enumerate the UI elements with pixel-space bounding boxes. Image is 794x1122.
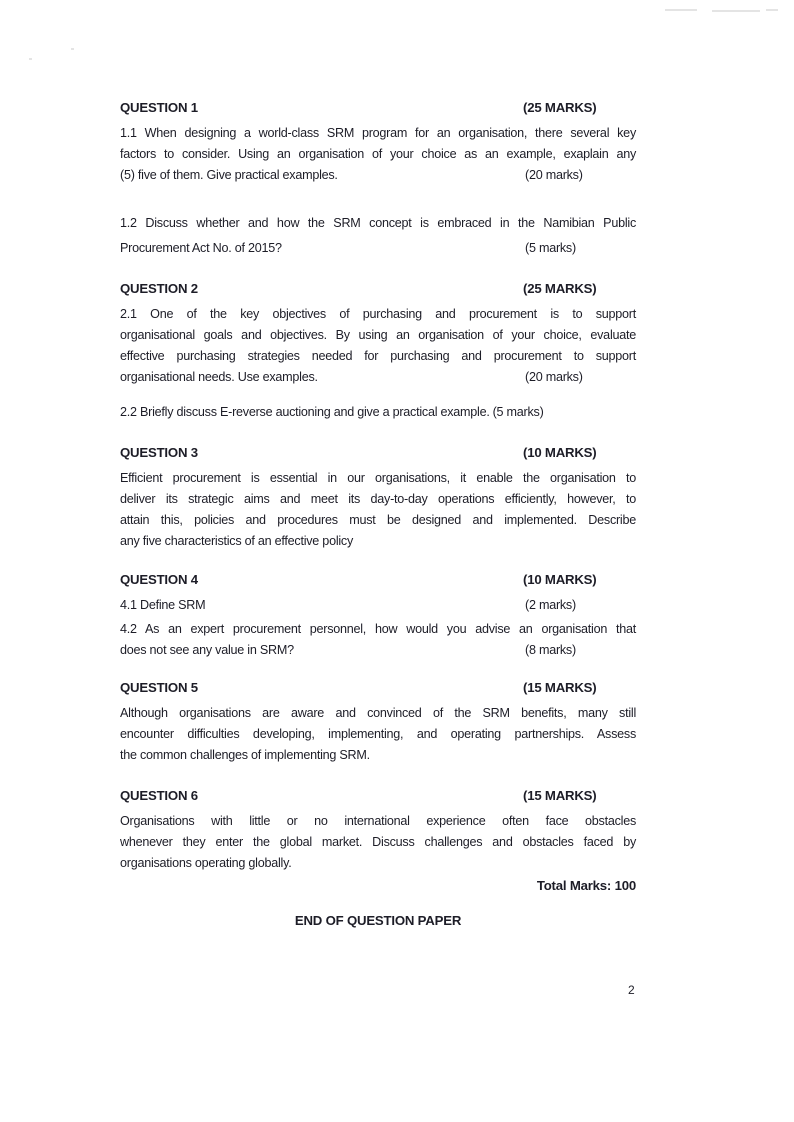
text-line bbox=[120, 703, 636, 724]
question-part bbox=[120, 123, 636, 186]
question-heading bbox=[120, 97, 636, 118]
scan-artifact bbox=[766, 9, 778, 11]
question-title: QUESTION 3 bbox=[120, 445, 198, 460]
text-line bbox=[120, 832, 636, 853]
text-line bbox=[120, 236, 636, 261]
question-heading bbox=[120, 442, 636, 463]
question-parts bbox=[120, 703, 636, 766]
text: 4.2 As an expert procurement personnel, how would you advise an organisation that bbox=[120, 622, 636, 636]
text: 1.1 When designing a world-class SRM program for an organisation, there several key bbox=[120, 126, 636, 140]
text-line bbox=[120, 123, 636, 144]
question-section bbox=[120, 785, 636, 874]
text-line bbox=[120, 211, 636, 236]
question-heading bbox=[120, 278, 636, 299]
scan-artifact bbox=[665, 9, 697, 11]
text-line bbox=[120, 619, 636, 640]
question-marks: (10 MARKS) bbox=[523, 445, 597, 460]
question-marks: (25 MARKS) bbox=[523, 281, 597, 296]
question-part bbox=[120, 595, 636, 616]
questions bbox=[120, 97, 636, 874]
text-line bbox=[120, 811, 636, 832]
marks-label: (20 marks) bbox=[525, 168, 583, 182]
text-line bbox=[120, 367, 636, 388]
question-title: QUESTION 5 bbox=[120, 680, 198, 695]
question-parts bbox=[120, 811, 636, 874]
page-number: 2 bbox=[628, 983, 635, 997]
question-title: QUESTION 6 bbox=[120, 788, 198, 803]
marks-label: (5 marks) bbox=[525, 241, 576, 255]
question-section bbox=[120, 569, 636, 661]
text-line bbox=[120, 144, 636, 165]
text: deliver its strategic aims and meet its day-to-day operations efficiently, however, to bbox=[120, 492, 636, 506]
text: 4.1 Define SRM bbox=[120, 598, 206, 612]
text-line bbox=[120, 640, 636, 661]
marks-label: (5 marks) bbox=[492, 405, 544, 419]
text-line bbox=[120, 165, 636, 186]
text-line bbox=[120, 325, 636, 346]
marks-label: (2 marks) bbox=[525, 598, 576, 612]
text-line bbox=[120, 304, 636, 325]
text: organisational needs. Use examples. bbox=[120, 370, 318, 384]
scan-artifact bbox=[71, 48, 74, 50]
text-line bbox=[120, 745, 636, 766]
text: 1.2 Discuss whether and how the SRM concept is embraced in the Namibian Public bbox=[120, 216, 636, 230]
question-part bbox=[120, 402, 636, 423]
question-part bbox=[120, 304, 636, 388]
question-marks: (10 MARKS) bbox=[523, 572, 597, 587]
text-line bbox=[120, 489, 636, 510]
question-marks: (25 MARKS) bbox=[523, 100, 597, 115]
text: encounter difficulties developing, implementing, and operating partnerships. Assess bbox=[120, 727, 636, 741]
text: whenever they enter the global market. Discuss challenges and obstacles faced by bbox=[120, 835, 636, 849]
question-part bbox=[120, 811, 636, 874]
text-line bbox=[120, 853, 636, 874]
question-parts bbox=[120, 123, 636, 261]
question-marks: (15 MARKS) bbox=[523, 680, 597, 695]
question-title: QUESTION 2 bbox=[120, 281, 198, 296]
text-line bbox=[120, 346, 636, 367]
question-part bbox=[120, 703, 636, 766]
question-part bbox=[120, 211, 636, 261]
text: factors to consider. Using an organisation of your choice as an example, exaplain any bbox=[120, 147, 636, 161]
question-heading bbox=[120, 785, 636, 806]
marks-label: (8 marks) bbox=[525, 643, 576, 657]
text: the common challenges of implementing SRM. bbox=[120, 748, 370, 762]
scan-artifact bbox=[29, 58, 32, 60]
question-heading bbox=[120, 569, 636, 590]
text-line bbox=[120, 468, 636, 489]
question-heading bbox=[120, 677, 636, 698]
text: organisations operating globally. bbox=[120, 856, 292, 870]
question-part bbox=[120, 619, 636, 661]
question-part bbox=[120, 468, 636, 552]
question-title: QUESTION 1 bbox=[120, 100, 198, 115]
text-line bbox=[120, 402, 636, 423]
text: Procurement Act No. of 2015? bbox=[120, 241, 282, 255]
question-parts bbox=[120, 304, 636, 423]
text: organisational goals and objectives. By using an organisation of your choice, evaluate bbox=[120, 328, 636, 342]
text-line bbox=[120, 510, 636, 531]
text: effective purchasing strategies needed for purchasing and procurement to support bbox=[120, 349, 636, 363]
text: any five characteristics of an effective policy bbox=[120, 534, 354, 548]
text-line bbox=[120, 724, 636, 745]
question-section bbox=[120, 97, 636, 261]
document-content bbox=[120, 97, 636, 931]
question-parts bbox=[120, 595, 636, 661]
scan-artifact bbox=[712, 10, 760, 12]
question-section bbox=[120, 278, 636, 423]
question-parts bbox=[120, 468, 636, 552]
text: does not see any value in SRM? bbox=[120, 643, 294, 657]
text-line bbox=[120, 595, 636, 616]
question-section bbox=[120, 442, 636, 552]
question-section bbox=[120, 677, 636, 766]
text: Efficient procurement is essential in our organisations, it enable the organisation to bbox=[120, 471, 636, 485]
text-line bbox=[120, 531, 636, 552]
question-marks: (15 MARKS) bbox=[523, 788, 597, 803]
text: attain this, policies and procedures must be designed and implemented. Describe bbox=[120, 513, 636, 527]
text: Although organisations are aware and convinced of the SRM benefits, many still bbox=[120, 706, 636, 720]
text: 2.2 Briefly discuss E-reverse auctioning and give a practical example. bbox=[120, 405, 490, 419]
total-marks: Total Marks: 100 bbox=[536, 878, 636, 893]
question-title: QUESTION 4 bbox=[120, 572, 198, 587]
text: (5) five of them. Give practical examples. bbox=[120, 168, 338, 182]
end-of-question-paper: END OF QUESTION PAPER bbox=[294, 913, 462, 928]
text: 2.1 One of the key objectives of purchasing and procurement is to support bbox=[120, 307, 636, 321]
marks-label: (20 marks) bbox=[525, 370, 583, 384]
text: Organisations with little or no international experience often face obstacles bbox=[120, 814, 636, 828]
